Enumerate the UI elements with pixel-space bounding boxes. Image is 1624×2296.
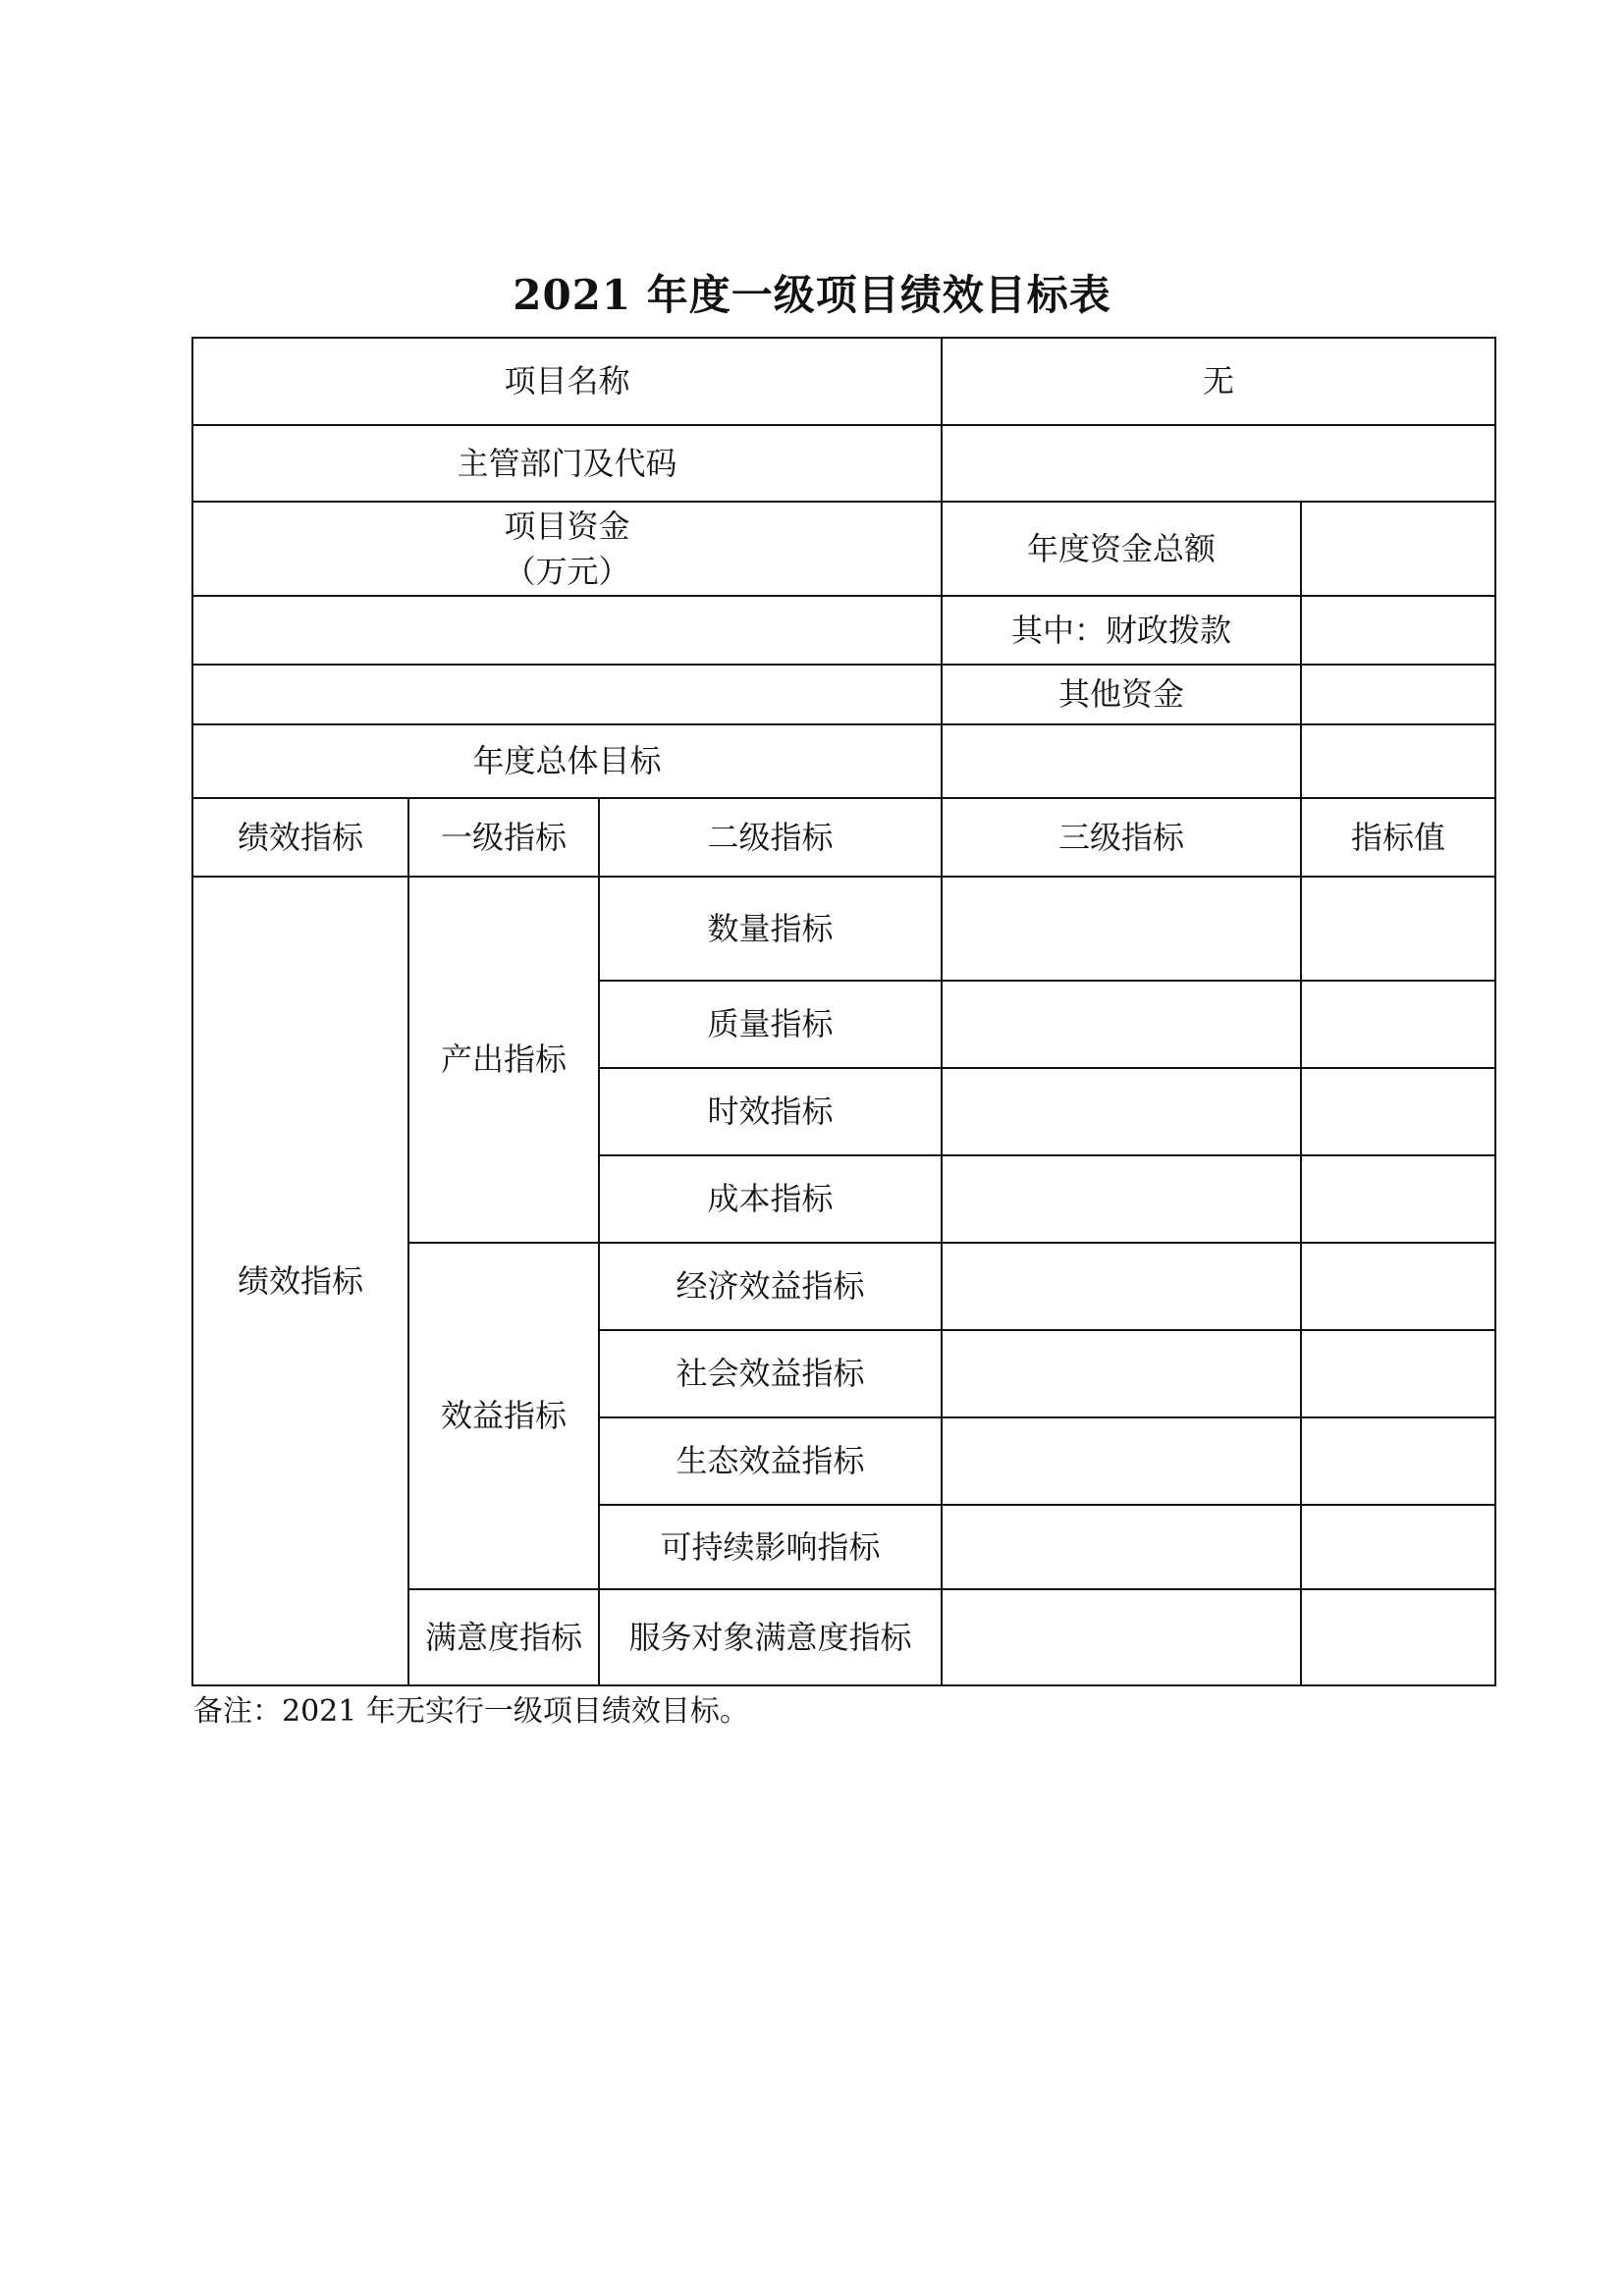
performance-target-table xyxy=(191,337,1496,1686)
department-value xyxy=(942,425,1495,502)
header-perf: 绩效指标 xyxy=(192,798,408,877)
funds-label-line2: （万元） xyxy=(504,553,630,590)
project-name-value: 无 xyxy=(942,338,1495,425)
table-row xyxy=(192,338,1495,425)
level2-social: 社会效益指标 xyxy=(599,1330,942,1417)
group-satisfaction: 满意度指标 xyxy=(408,1589,599,1685)
fiscal-label: 其中：财政拨款 xyxy=(942,596,1301,665)
level3-cell xyxy=(942,1417,1301,1505)
group-benefit: 效益指标 xyxy=(408,1243,599,1589)
value-cell xyxy=(1301,1505,1495,1589)
footnote: 备注：2021 年无实行一级项目绩效目标。 xyxy=(193,1694,749,1729)
table-row xyxy=(192,665,1495,724)
level3-cell xyxy=(942,1505,1301,1589)
level2-economic: 经济效益指标 xyxy=(599,1243,942,1330)
annual-goal-label: 年度总体目标 xyxy=(192,724,942,798)
annual-goal-extra xyxy=(1301,724,1495,798)
value-cell xyxy=(1301,1589,1495,1685)
group-output: 产出指标 xyxy=(408,877,599,1243)
header-level1: 一级指标 xyxy=(408,798,599,877)
annual-goal-value xyxy=(942,724,1301,798)
level3-cell xyxy=(942,1589,1301,1685)
table-row xyxy=(192,425,1495,502)
table-row xyxy=(192,596,1495,665)
value-cell xyxy=(1301,1330,1495,1417)
level3-cell xyxy=(942,1243,1301,1330)
table-row xyxy=(192,724,1495,798)
value-cell xyxy=(1301,1243,1495,1330)
level2-quality: 质量指标 xyxy=(599,981,942,1068)
funds-label-line1: 项目资金 xyxy=(504,507,630,545)
funds-label xyxy=(192,502,942,596)
document-title: 2021 年度一级项目绩效目标表 xyxy=(513,271,1111,319)
table-row xyxy=(192,502,1495,596)
header-row xyxy=(192,798,1495,877)
other-funds-value xyxy=(1301,665,1495,724)
value-cell xyxy=(1301,1068,1495,1155)
value-cell xyxy=(1301,877,1495,981)
level2-ecological: 生态效益指标 xyxy=(599,1417,942,1505)
header-value: 指标值 xyxy=(1301,798,1495,877)
level3-cell xyxy=(942,1068,1301,1155)
funds-blank-cell xyxy=(192,596,942,665)
level3-cell xyxy=(942,981,1301,1068)
level3-cell xyxy=(942,1330,1301,1417)
level2-sustainable: 可持续影响指标 xyxy=(599,1505,942,1589)
level2-service: 服务对象满意度指标 xyxy=(599,1589,942,1685)
value-cell xyxy=(1301,1155,1495,1243)
header-level2: 二级指标 xyxy=(599,798,942,877)
level2-timeliness: 时效指标 xyxy=(599,1068,942,1155)
level2-cost: 成本指标 xyxy=(599,1155,942,1243)
level3-cell xyxy=(942,1155,1301,1243)
value-cell xyxy=(1301,981,1495,1068)
fiscal-value xyxy=(1301,596,1495,665)
value-cell xyxy=(1301,1417,1495,1505)
project-name-label: 项目名称 xyxy=(192,338,942,425)
level2-quantity: 数量指标 xyxy=(599,877,942,981)
perf-label: 绩效指标 xyxy=(192,877,408,1685)
level3-cell xyxy=(942,877,1301,981)
header-level3: 三级指标 xyxy=(942,798,1301,877)
table-row xyxy=(192,877,1495,981)
other-funds-label: 其他资金 xyxy=(942,665,1301,724)
department-label: 主管部门及代码 xyxy=(192,425,942,502)
funds-blank-cell xyxy=(192,665,942,724)
annual-total-value xyxy=(1301,502,1495,596)
annual-total-label: 年度资金总额 xyxy=(942,502,1301,596)
